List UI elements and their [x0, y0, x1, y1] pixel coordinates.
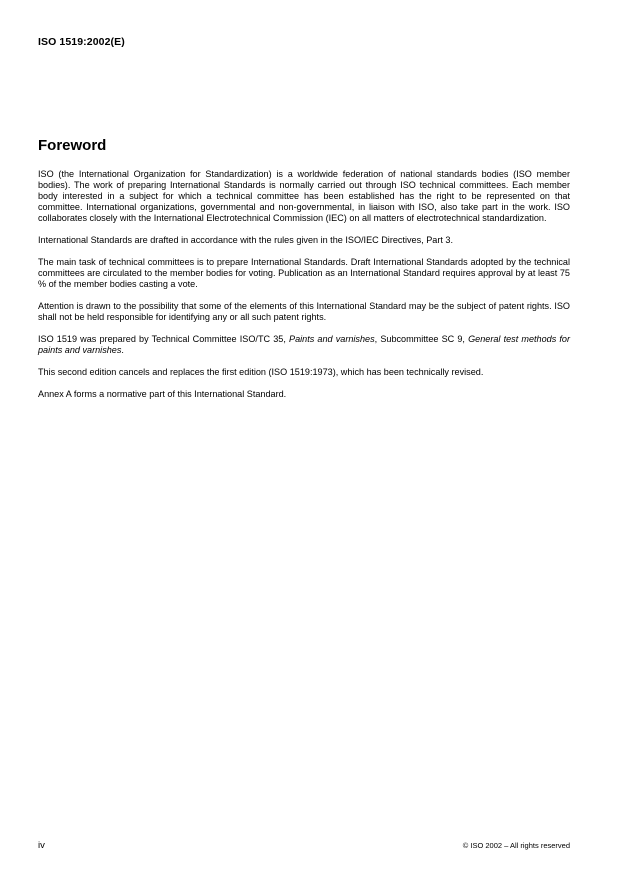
paragraph-patent-rights: Attention is drawn to the possibility that some of the elements of this International Standard may be the subject of patent rights. ISO shall not be held responsible for identifying any or all such patent rights.	[38, 301, 570, 322]
foreword-body	[38, 169, 570, 411]
paragraph-prepared-by	[38, 334, 570, 356]
page-number: iv	[38, 840, 45, 851]
prepared-by-text-1: ISO 1519 was prepared by Technical Committee ISO/TC 35,	[38, 334, 289, 344]
committee-name: Paints and varnishes	[289, 334, 375, 344]
copyright-notice: © ISO 2002 – All rights reserved	[462, 841, 570, 850]
paragraph-iso-federation: ISO (the International Organization for Standardization) is a worldwide federation of national standards bodies (ISO member bodies). The work of preparing International Standards is normally carried out through ISO technical committees. Each member body interested in a subject for which a technical committee has been established has the right to be represented on that committee. International organizations, governmental and non-governmental, in liaison with ISO, also take part in the work. ISO collaborates closely with the International Electrotechnical Commission (IEC) on all matters of electrotechnical standardization.	[38, 169, 570, 223]
prepared-by-text-3: .	[121, 345, 124, 355]
document-code: ISO 1519:2002(E)	[38, 36, 125, 48]
subcommittee-name: General test methods for paints and varnishes	[38, 334, 570, 355]
paragraph-edition: This second edition cancels and replaces the first edition (ISO 1519:1973), which has been technically revised.	[38, 367, 484, 377]
prepared-by-text-2: , Subcommittee SC 9,	[374, 334, 469, 344]
page-title: Foreword	[38, 137, 107, 154]
paragraph-annex: Annex A forms a normative part of this International Standard.	[38, 389, 287, 399]
paragraph-directives: International Standards are drafted in accordance with the rules given in the ISO/IEC Directives, Part 3.	[38, 235, 453, 245]
paragraph-technical-committees: The main task of technical committees is to prepare International Standards. Draft International Standards adopted by the technical committees are circulated to the member bodies for voting. Publication as an International Standard requires approval by at least 75 % of the member bodies casting a vote.	[38, 257, 570, 289]
